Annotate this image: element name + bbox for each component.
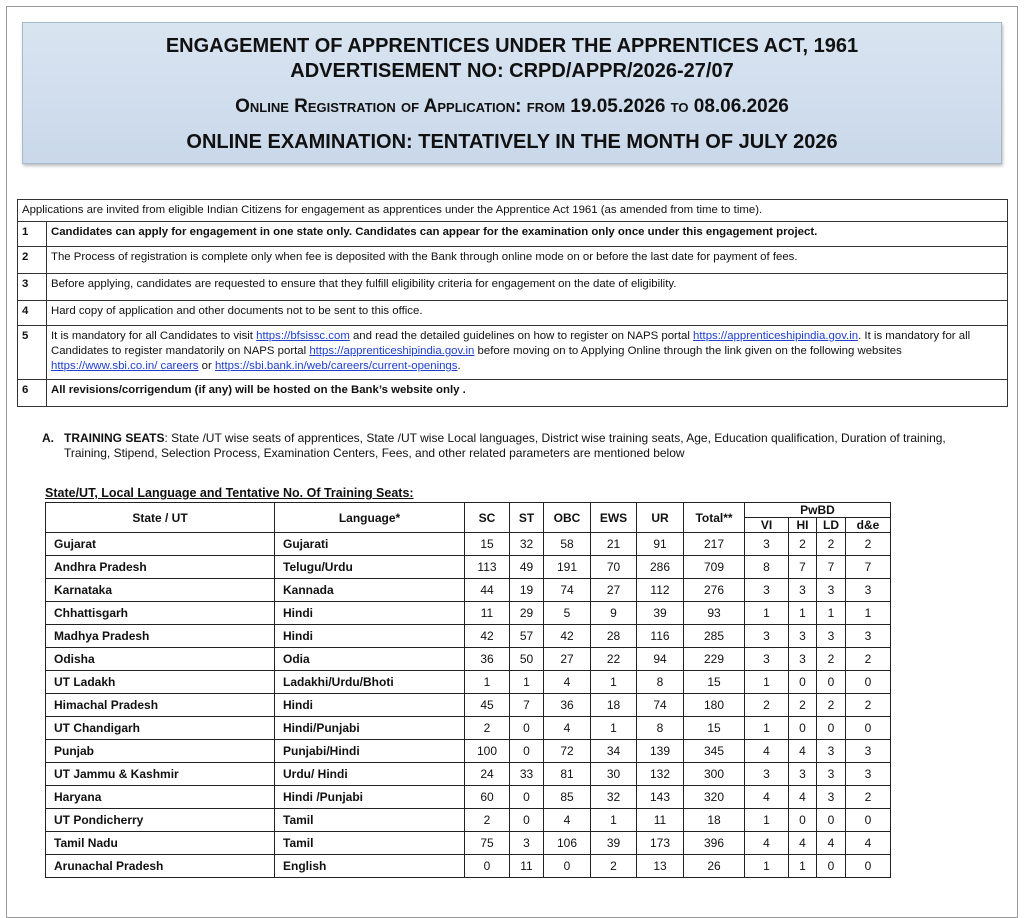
header-sc: SC <box>465 503 510 533</box>
ews-cell: 18 <box>591 694 637 717</box>
total-cell: 285 <box>684 625 745 648</box>
text-segment: before moving on to Applying Online through the link given on the following websites <box>474 345 902 357</box>
ur-cell: 74 <box>637 694 684 717</box>
st-cell: 0 <box>510 809 544 832</box>
total-cell: 217 <box>684 533 745 556</box>
table-row <box>46 809 891 832</box>
header-ur: UR <box>637 503 684 533</box>
total-cell: 300 <box>684 763 745 786</box>
sc-cell: 36 <box>465 648 510 671</box>
bfsissc-link[interactable]: https://bfsissc.com <box>256 330 350 342</box>
ur-cell: 116 <box>637 625 684 648</box>
vi-cell: 3 <box>745 579 789 602</box>
total-cell: 345 <box>684 740 745 763</box>
text-segment: . It is mandatory for all Candidates to register mandatorily on NAPS portal <box>51 330 971 357</box>
seat-rows <box>46 533 891 878</box>
sc-cell: 2 <box>465 809 510 832</box>
language-cell: Urdu/ Hindi <box>275 763 465 786</box>
ews-cell: 34 <box>591 740 637 763</box>
de-cell: 2 <box>846 786 891 809</box>
obc-cell: 72 <box>544 740 591 763</box>
obc-cell: 85 <box>544 786 591 809</box>
de-cell: 3 <box>846 579 891 602</box>
obc-cell: 27 <box>544 648 591 671</box>
examination-schedule: ONLINE EXAMINATION: TENTATIVELY IN THE MONTH OF JULY 2026 <box>186 131 838 153</box>
table-caption-text: State/UT, Local Language and Tentative No. Of Training Seats: <box>45 486 414 500</box>
st-cell: 19 <box>510 579 544 602</box>
st-cell: 50 <box>510 648 544 671</box>
vi-cell: 3 <box>745 763 789 786</box>
ur-cell: 139 <box>637 740 684 763</box>
state-cell: Tamil Nadu <box>46 832 275 855</box>
st-cell: 0 <box>510 740 544 763</box>
language-cell: Odia <box>275 648 465 671</box>
ur-cell: 11 <box>637 809 684 832</box>
header-state: State / UT <box>46 503 275 533</box>
vi-cell: 1 <box>745 602 789 625</box>
total-cell: 18 <box>684 809 745 832</box>
de-cell: 3 <box>846 763 891 786</box>
language-cell: English <box>275 855 465 878</box>
vi-cell: 8 <box>745 556 789 579</box>
instruction-text: The Process of registration is complete only when fee is deposited with the Bank through online mode on or before the last date for payment of fees. <box>47 247 1008 274</box>
sc-cell: 0 <box>465 855 510 878</box>
table-row <box>46 579 891 602</box>
st-cell: 33 <box>510 763 544 786</box>
ews-cell: 1 <box>591 671 637 694</box>
instruction-number: 3 <box>18 274 47 301</box>
ews-cell: 32 <box>591 786 637 809</box>
text-segment: . <box>457 360 461 372</box>
ur-cell: 112 <box>637 579 684 602</box>
instructions-table <box>17 199 1008 407</box>
ur-cell: 132 <box>637 763 684 786</box>
table-row <box>46 786 891 809</box>
ld-cell: 3 <box>817 740 846 763</box>
section-text: : State /UT wise seats of apprentices, State /UT wise Local languages, District wise training seats, Age, Education qualification, Duration of training, Training, Stipend, Selection Process, Examination Centers, Fees, and other related parameters are mentioned below <box>64 431 946 460</box>
obc-cell: 36 <box>544 694 591 717</box>
de-cell: 0 <box>846 717 891 740</box>
instruction-text: All revisions/corrigendum (if any) will be hosted on the Bank’s website only . <box>47 380 1008 407</box>
advertisement-number: ADVERTISEMENT NO: CRPD/APPR/2026-27/07 <box>290 60 734 82</box>
de-cell: 1 <box>846 602 891 625</box>
instruction-text: Before applying, candidates are requested to ensure that they fulfill eligibility criteria for engagement on the date of eligibility. <box>47 274 1008 301</box>
text-segment: It is mandatory for all Candidates to visit <box>51 330 257 342</box>
table-row <box>46 625 891 648</box>
st-cell: 1 <box>510 671 544 694</box>
header-ews: EWS <box>591 503 637 533</box>
instruction-number: 4 <box>18 301 47 326</box>
sc-cell: 44 <box>465 579 510 602</box>
header-language: Language* <box>275 503 465 533</box>
ld-cell: 0 <box>817 809 846 832</box>
training-seats-table <box>45 502 891 878</box>
obc-cell: 106 <box>544 832 591 855</box>
hi-cell: 0 <box>789 671 817 694</box>
state-cell: Haryana <box>46 786 275 809</box>
sc-cell: 113 <box>465 556 510 579</box>
ur-cell: 94 <box>637 648 684 671</box>
text-segment: or <box>198 360 215 372</box>
instructions-intro: Applications are invited from eligible Indian Citizens for engagement as apprentices under the Apprentice Act 1961 (as amended from time to time). <box>18 200 1008 222</box>
sc-cell: 1 <box>465 671 510 694</box>
table-caption <box>45 486 414 500</box>
header-pwbd: PwBD <box>745 503 891 518</box>
instruction-number: 1 <box>18 222 47 247</box>
ews-cell: 27 <box>591 579 637 602</box>
instruction-row <box>18 380 1008 407</box>
state-cell: Himachal Pradesh <box>46 694 275 717</box>
ld-cell: 0 <box>817 855 846 878</box>
instruction-row <box>18 301 1008 326</box>
obc-cell: 191 <box>544 556 591 579</box>
ld-cell: 0 <box>817 671 846 694</box>
st-cell: 7 <box>510 694 544 717</box>
language-cell: Hindi <box>275 602 465 625</box>
language-cell: Tamil <box>275 809 465 832</box>
ld-cell: 0 <box>817 717 846 740</box>
registration-dates: Online Registration of Application: from 19.05.2026 to 08.06.2026 <box>235 96 789 117</box>
hi-cell: 1 <box>789 855 817 878</box>
instruction-number: 6 <box>18 380 47 407</box>
hi-cell: 3 <box>789 763 817 786</box>
hi-cell: 4 <box>789 786 817 809</box>
instruction-number: 5 <box>18 326 47 380</box>
sc-cell: 60 <box>465 786 510 809</box>
table-row <box>46 533 891 556</box>
hi-cell: 2 <box>789 533 817 556</box>
st-cell: 49 <box>510 556 544 579</box>
st-cell: 0 <box>510 786 544 809</box>
hi-cell: 0 <box>789 809 817 832</box>
state-cell: Chhattisgarh <box>46 602 275 625</box>
language-cell: Kannada <box>275 579 465 602</box>
total-cell: 229 <box>684 648 745 671</box>
total-cell: 320 <box>684 786 745 809</box>
obc-cell: 4 <box>544 717 591 740</box>
de-cell: 0 <box>846 671 891 694</box>
ld-cell: 2 <box>817 694 846 717</box>
hi-cell: 7 <box>789 556 817 579</box>
ur-cell: 13 <box>637 855 684 878</box>
training-seats-description <box>64 431 994 461</box>
table-row <box>46 763 891 786</box>
state-cell: UT Chandigarh <box>46 717 275 740</box>
section-heading: TRAINING SEATS <box>64 431 165 445</box>
state-cell: Gujarat <box>46 533 275 556</box>
instruction-text: Hard copy of application and other documents not to be sent to this office. <box>47 301 1008 326</box>
language-cell: Hindi/Punjabi <box>275 717 465 740</box>
instruction-row <box>18 222 1008 247</box>
state-cell: Andhra Pradesh <box>46 556 275 579</box>
total-cell: 709 <box>684 556 745 579</box>
obc-cell: 4 <box>544 671 591 694</box>
de-cell: 2 <box>846 533 891 556</box>
obc-cell: 0 <box>544 855 591 878</box>
st-cell: 57 <box>510 625 544 648</box>
language-cell: Ladakhi/Urdu/Bhoti <box>275 671 465 694</box>
vi-cell: 1 <box>745 671 789 694</box>
table-row <box>46 648 891 671</box>
vi-cell: 4 <box>745 786 789 809</box>
vi-cell: 1 <box>745 855 789 878</box>
st-cell: 3 <box>510 832 544 855</box>
state-cell: Punjab <box>46 740 275 763</box>
header-obc: OBC <box>544 503 591 533</box>
obc-cell: 81 <box>544 763 591 786</box>
ews-cell: 21 <box>591 533 637 556</box>
sc-cell: 15 <box>465 533 510 556</box>
header-total: Total** <box>684 503 745 533</box>
vi-cell: 3 <box>745 648 789 671</box>
table-row <box>46 556 891 579</box>
ld-cell: 2 <box>817 648 846 671</box>
instruction-text <box>47 326 1008 380</box>
header-hi: HI <box>789 518 817 533</box>
sc-cell: 45 <box>465 694 510 717</box>
instruction-text: Candidates can apply for engagement in one state only. Candidates can appear for the examination only once under this engagement project. <box>47 222 1008 247</box>
ld-cell: 3 <box>817 763 846 786</box>
naps-portal-link[interactable]: https://apprenticeshipindia.gov.in <box>693 330 859 342</box>
de-cell: 0 <box>846 855 891 878</box>
ews-cell: 22 <box>591 648 637 671</box>
hi-cell: 4 <box>789 832 817 855</box>
st-cell: 0 <box>510 717 544 740</box>
ews-cell: 1 <box>591 809 637 832</box>
vi-cell: 3 <box>745 625 789 648</box>
hi-cell: 3 <box>789 579 817 602</box>
language-cell: Telugu/Urdu <box>275 556 465 579</box>
ews-cell: 9 <box>591 602 637 625</box>
header-de: d&e <box>846 518 891 533</box>
language-cell: Tamil <box>275 832 465 855</box>
ews-cell: 30 <box>591 763 637 786</box>
ews-cell: 39 <box>591 832 637 855</box>
ld-cell: 2 <box>817 533 846 556</box>
ur-cell: 143 <box>637 786 684 809</box>
header-title: ENGAGEMENT OF APPRENTICES UNDER THE APPRENTICES ACT, 1961 <box>165 35 859 57</box>
hi-cell: 4 <box>789 740 817 763</box>
hi-cell: 2 <box>789 694 817 717</box>
vi-cell: 4 <box>745 740 789 763</box>
st-cell: 32 <box>510 533 544 556</box>
table-row <box>46 855 891 878</box>
sbi-careers-link[interactable]: https://www.sbi.co.in/ careers <box>51 360 199 372</box>
sbi-current-openings-link[interactable]: https://sbi.bank.in/web/careers/current-openings <box>214 360 458 372</box>
advertisement-header <box>22 22 1002 164</box>
de-cell: 2 <box>846 694 891 717</box>
instruction-number: 2 <box>18 247 47 274</box>
table-row <box>46 832 891 855</box>
state-cell: UT Ladakh <box>46 671 275 694</box>
header-st: ST <box>510 503 544 533</box>
section-label: A. <box>42 431 54 445</box>
ur-cell: 39 <box>637 602 684 625</box>
ld-cell: 3 <box>817 625 846 648</box>
ld-cell: 7 <box>817 556 846 579</box>
ews-cell: 70 <box>591 556 637 579</box>
hi-cell: 3 <box>789 648 817 671</box>
sc-cell: 2 <box>465 717 510 740</box>
sc-cell: 11 <box>465 602 510 625</box>
st-cell: 29 <box>510 602 544 625</box>
obc-cell: 42 <box>544 625 591 648</box>
ur-cell: 91 <box>637 533 684 556</box>
instruction-row <box>18 274 1008 301</box>
language-cell: Hindi <box>275 625 465 648</box>
state-cell: Odisha <box>46 648 275 671</box>
naps-portal-link[interactable]: https://apprenticeshipindia.gov.in <box>309 345 475 357</box>
obc-cell: 4 <box>544 809 591 832</box>
state-cell: Karnataka <box>46 579 275 602</box>
ld-cell: 3 <box>817 579 846 602</box>
state-cell: UT Jammu & Kashmir <box>46 763 275 786</box>
text-segment: and read the detailed guidelines on how to register on NAPS portal <box>349 330 694 342</box>
table-row <box>46 717 891 740</box>
table-row <box>46 740 891 763</box>
instruction-row <box>18 247 1008 274</box>
sc-cell: 24 <box>465 763 510 786</box>
ur-cell: 286 <box>637 556 684 579</box>
de-cell: 0 <box>846 809 891 832</box>
header-vi: VI <box>745 518 789 533</box>
de-cell: 3 <box>846 625 891 648</box>
obc-cell: 5 <box>544 602 591 625</box>
total-cell: 180 <box>684 694 745 717</box>
ews-cell: 2 <box>591 855 637 878</box>
vi-cell: 4 <box>745 832 789 855</box>
table-row <box>46 694 891 717</box>
state-cell: UT Pondicherry <box>46 809 275 832</box>
ur-cell: 8 <box>637 671 684 694</box>
ews-cell: 28 <box>591 625 637 648</box>
hi-cell: 3 <box>789 625 817 648</box>
language-cell: Gujarati <box>275 533 465 556</box>
ld-cell: 4 <box>817 832 846 855</box>
state-cell: Madhya Pradesh <box>46 625 275 648</box>
total-cell: 276 <box>684 579 745 602</box>
total-cell: 15 <box>684 671 745 694</box>
table-row <box>46 602 891 625</box>
de-cell: 7 <box>846 556 891 579</box>
hi-cell: 1 <box>789 602 817 625</box>
st-cell: 11 <box>510 855 544 878</box>
ld-cell: 1 <box>817 602 846 625</box>
language-cell: Punjabi/Hindi <box>275 740 465 763</box>
language-cell: Hindi <box>275 694 465 717</box>
sc-cell: 100 <box>465 740 510 763</box>
sc-cell: 75 <box>465 832 510 855</box>
ur-cell: 173 <box>637 832 684 855</box>
header-ld: LD <box>817 518 846 533</box>
vi-cell: 3 <box>745 533 789 556</box>
de-cell: 2 <box>846 648 891 671</box>
total-cell: 396 <box>684 832 745 855</box>
vi-cell: 1 <box>745 717 789 740</box>
table-row <box>46 671 891 694</box>
total-cell: 93 <box>684 602 745 625</box>
training-seats-section <box>42 431 1002 461</box>
language-cell: Hindi /Punjabi <box>275 786 465 809</box>
vi-cell: 2 <box>745 694 789 717</box>
ur-cell: 8 <box>637 717 684 740</box>
state-cell: Arunachal Pradesh <box>46 855 275 878</box>
instruction-row <box>18 326 1008 380</box>
ld-cell: 3 <box>817 786 846 809</box>
de-cell: 4 <box>846 832 891 855</box>
de-cell: 3 <box>846 740 891 763</box>
sc-cell: 42 <box>465 625 510 648</box>
total-cell: 15 <box>684 717 745 740</box>
vi-cell: 1 <box>745 809 789 832</box>
total-cell: 26 <box>684 855 745 878</box>
hi-cell: 0 <box>789 717 817 740</box>
obc-cell: 58 <box>544 533 591 556</box>
obc-cell: 74 <box>544 579 591 602</box>
ews-cell: 1 <box>591 717 637 740</box>
